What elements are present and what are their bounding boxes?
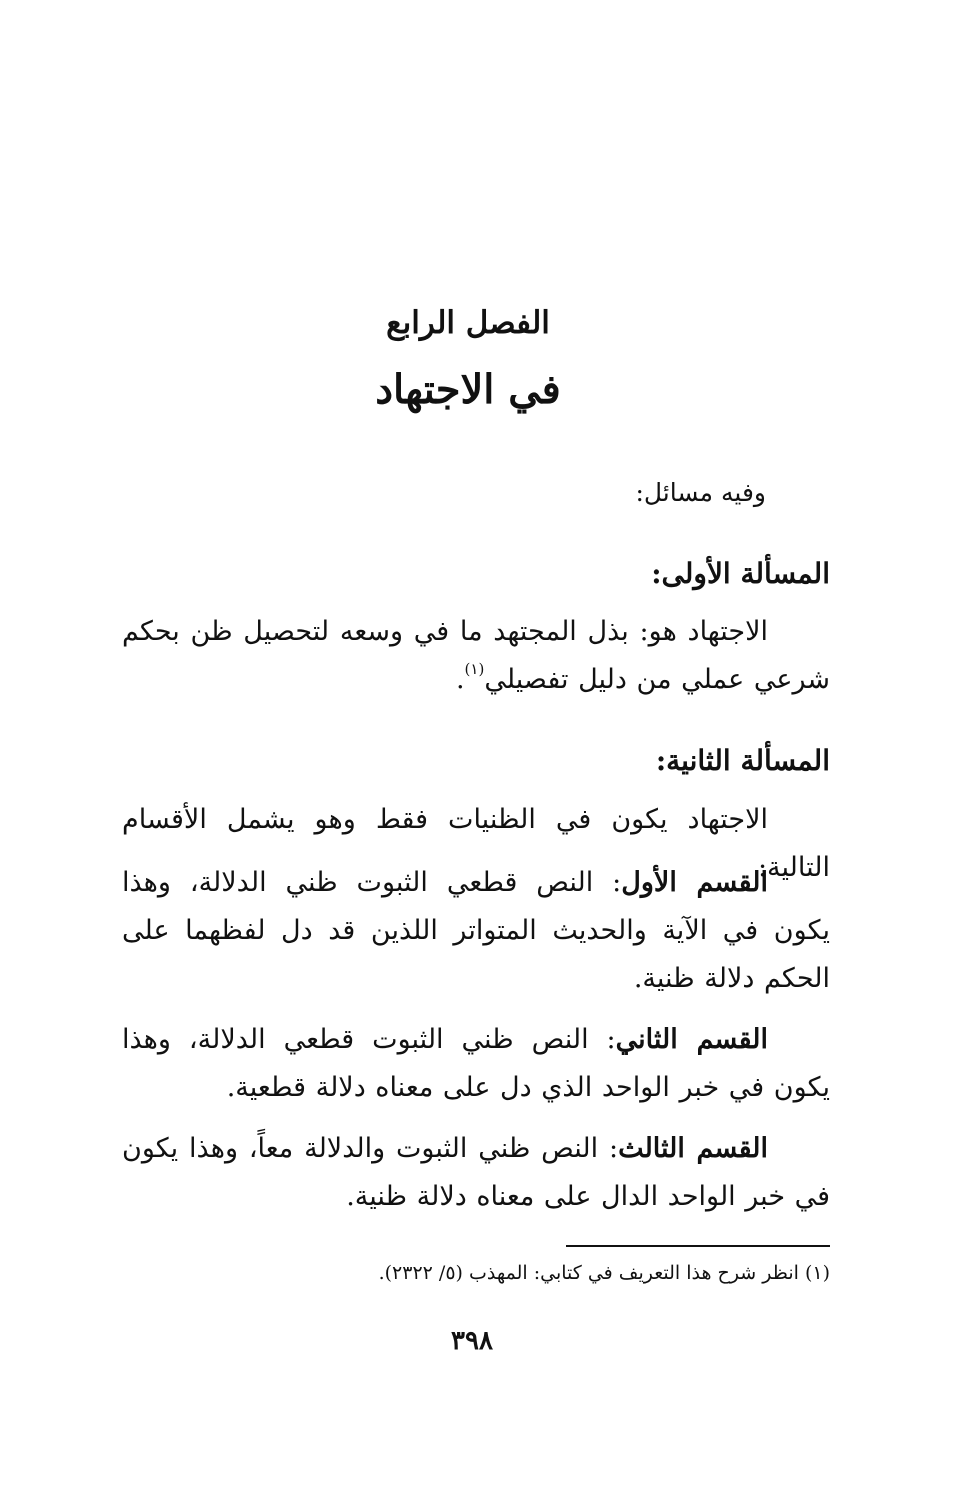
- section-3-label: القسم الثالث: [618, 1133, 768, 1164]
- section-1-label: القسم الأول: [621, 867, 769, 898]
- section-2-text: : النص ظني الثبوت قطعي الدلالة، وهذا يكون في خبر الواحد الذي دل على معناه دلالة قطعية.: [122, 1024, 830, 1103]
- section-1-text: : النص قطعي الثبوت ظني الدلالة، وهذا يكون في الآية والحديث المتواتر اللذين قد دل لفظهما على الحكم دلالة ظنية.: [122, 867, 830, 994]
- section-1-paragraph: [122, 859, 830, 1003]
- chapter-title: في الاجتهاد: [375, 366, 561, 413]
- question-1-text: الاجتهاد هو: بذل المجتهد ما في وسعه لتحصيل ظن بحكم شرعي عملي من دليل تفصيلي: [122, 616, 830, 695]
- section-2-paragraph: [122, 1016, 830, 1112]
- question-2-intro-text: الاجتهاد يكون في الظنيات فقط وهو يشمل الأقسام التالية:: [122, 804, 830, 883]
- chapter-intro: وفيه مسائل:: [635, 478, 766, 507]
- page-number: ٣٩٨: [451, 1326, 493, 1356]
- chapter-label: الفصل الرابع: [386, 305, 550, 341]
- section-2-label: القسم الثاني: [615, 1024, 769, 1055]
- footnote-divider: [566, 1245, 830, 1247]
- section-3-text: : النص ظني الثبوت والدلالة معاً، وهذا يكون في خبر الواحد الدال على معناه دلالة ظنية.: [122, 1133, 830, 1212]
- question-1-paragraph: [122, 608, 830, 704]
- question-1-end: .: [455, 664, 465, 695]
- question-2-heading: المسألة الثانية:: [655, 744, 830, 777]
- footnote-text: (١) انظر شرح هذا التعريف في كتابي: المهذب (٥/ ٢٣٢٢).: [378, 1262, 830, 1284]
- section-3-paragraph: [122, 1125, 830, 1221]
- question-1-heading: المسألة الأولى:: [651, 557, 830, 590]
- footnote-reference[interactable]: (١): [464, 660, 485, 678]
